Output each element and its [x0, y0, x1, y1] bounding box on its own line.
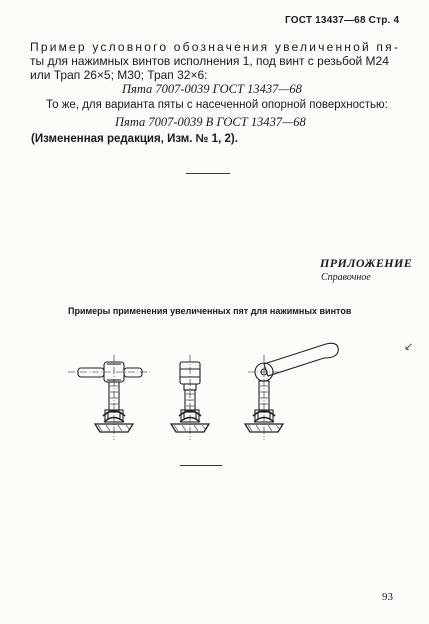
- revision-note: (Измененная редакция, Изм. № 1, 2).: [31, 133, 238, 145]
- appendix-title: ПРИЛОЖЕНИЕ: [320, 256, 413, 270]
- margin-mark: ↙: [404, 341, 414, 353]
- section-divider: [186, 173, 230, 174]
- designation-1: Пята 7007-0039 ГОСТ 13437—68: [122, 82, 302, 96]
- drawing-lever-handle-screw: [245, 343, 338, 440]
- example-line-1: Пример условного обозначения увеличенной пя-: [30, 40, 401, 54]
- variant-text: То же, для варианта пяты с насеченной опорной поверхностью:: [46, 99, 388, 111]
- figure-caption: Примеры применения увеличенных пят для нажимных винтов: [68, 306, 352, 316]
- screw-application-drawings: [0, 340, 429, 450]
- figure-divider: [180, 465, 222, 466]
- appendix-subtitle: Справочное: [321, 272, 371, 283]
- example-paragraph: [30, 40, 405, 82]
- drawing-hex-head-screw: [171, 355, 209, 440]
- example-line-2: ты для нажимных винтов исполнения 1, под винт с резьбой М24: [30, 54, 389, 68]
- drawing-t-handle-screw: [68, 355, 150, 440]
- designation-2: Пята 7007-0039 В ГОСТ 13437—68: [115, 115, 306, 129]
- page-number: 93: [382, 591, 393, 603]
- page-header-standard: ГОСТ 13437—68 Стр. 4: [285, 15, 400, 26]
- example-line-3: или Трап 26×5; М30; Трап 32×6:: [30, 68, 208, 82]
